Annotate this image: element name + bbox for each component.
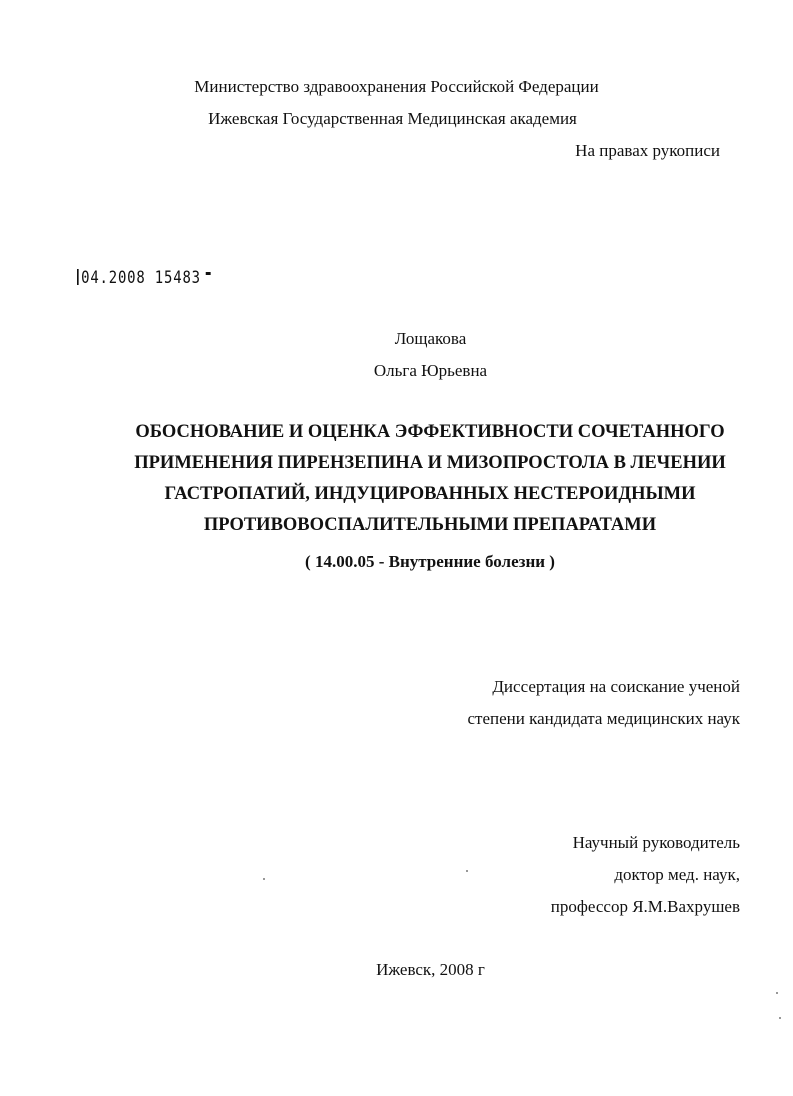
academy-name: Ижевская Государственная Медицинская академия — [208, 109, 577, 128]
stamp-bar-mark — [77, 269, 79, 285]
title-line: ГАСТРОПАТИЙ, ИНДУЦИРОВАННЫХ НЕСТЕРОИДНЫМИ — [164, 484, 696, 504]
stamp-dash-mark — [206, 272, 211, 275]
place-and-year: Ижевск, 2008 г — [376, 960, 485, 979]
author-given-names: Ольга Юрьевна — [373, 361, 488, 380]
specialty-code: ( 14.00.05 - Внутренние болезни ) — [305, 552, 555, 571]
supervisor-degree: доктор мед. наук, — [614, 865, 740, 884]
supervisor-name: профессор Я.М.Вахрушев — [550, 897, 740, 916]
supervisor-role: Научный руководитель — [572, 833, 740, 852]
ministry-name: Министерство здравоохранения Российской Федерации — [194, 77, 599, 96]
scan-speck — [466, 870, 468, 872]
scan-speck — [263, 878, 265, 880]
author-surname: Лощакова — [394, 329, 467, 348]
title-line: ПРИМЕНЕНИЯ ПИРЕНЗЕПИНА И МИЗОПРОСТОЛА В ЛЕЧЕНИИ — [134, 453, 726, 473]
dissertation-title — [60, 417, 793, 541]
title-line: ПРОТИВОВОСПАЛИТЕЛЬНЫМИ ПРЕПАРАТАМИ — [203, 515, 657, 535]
degree-line-2: степени кандидата медицинских наук — [467, 709, 740, 728]
archive-number-text: 04.2008 15483 — [81, 268, 201, 288]
scan-speck — [776, 992, 778, 994]
scan-speck — [779, 1017, 781, 1019]
archive-stamp-number — [77, 268, 211, 288]
title-line: ОБОСНОВАНИЕ И ОЦЕНКА ЭФФЕКТИВНОСТИ СОЧЕТАННОГО — [135, 422, 725, 442]
manuscript-rights-note: На правах рукописи — [575, 141, 720, 160]
degree-line-1: Диссертация на соискание ученой — [492, 677, 740, 696]
